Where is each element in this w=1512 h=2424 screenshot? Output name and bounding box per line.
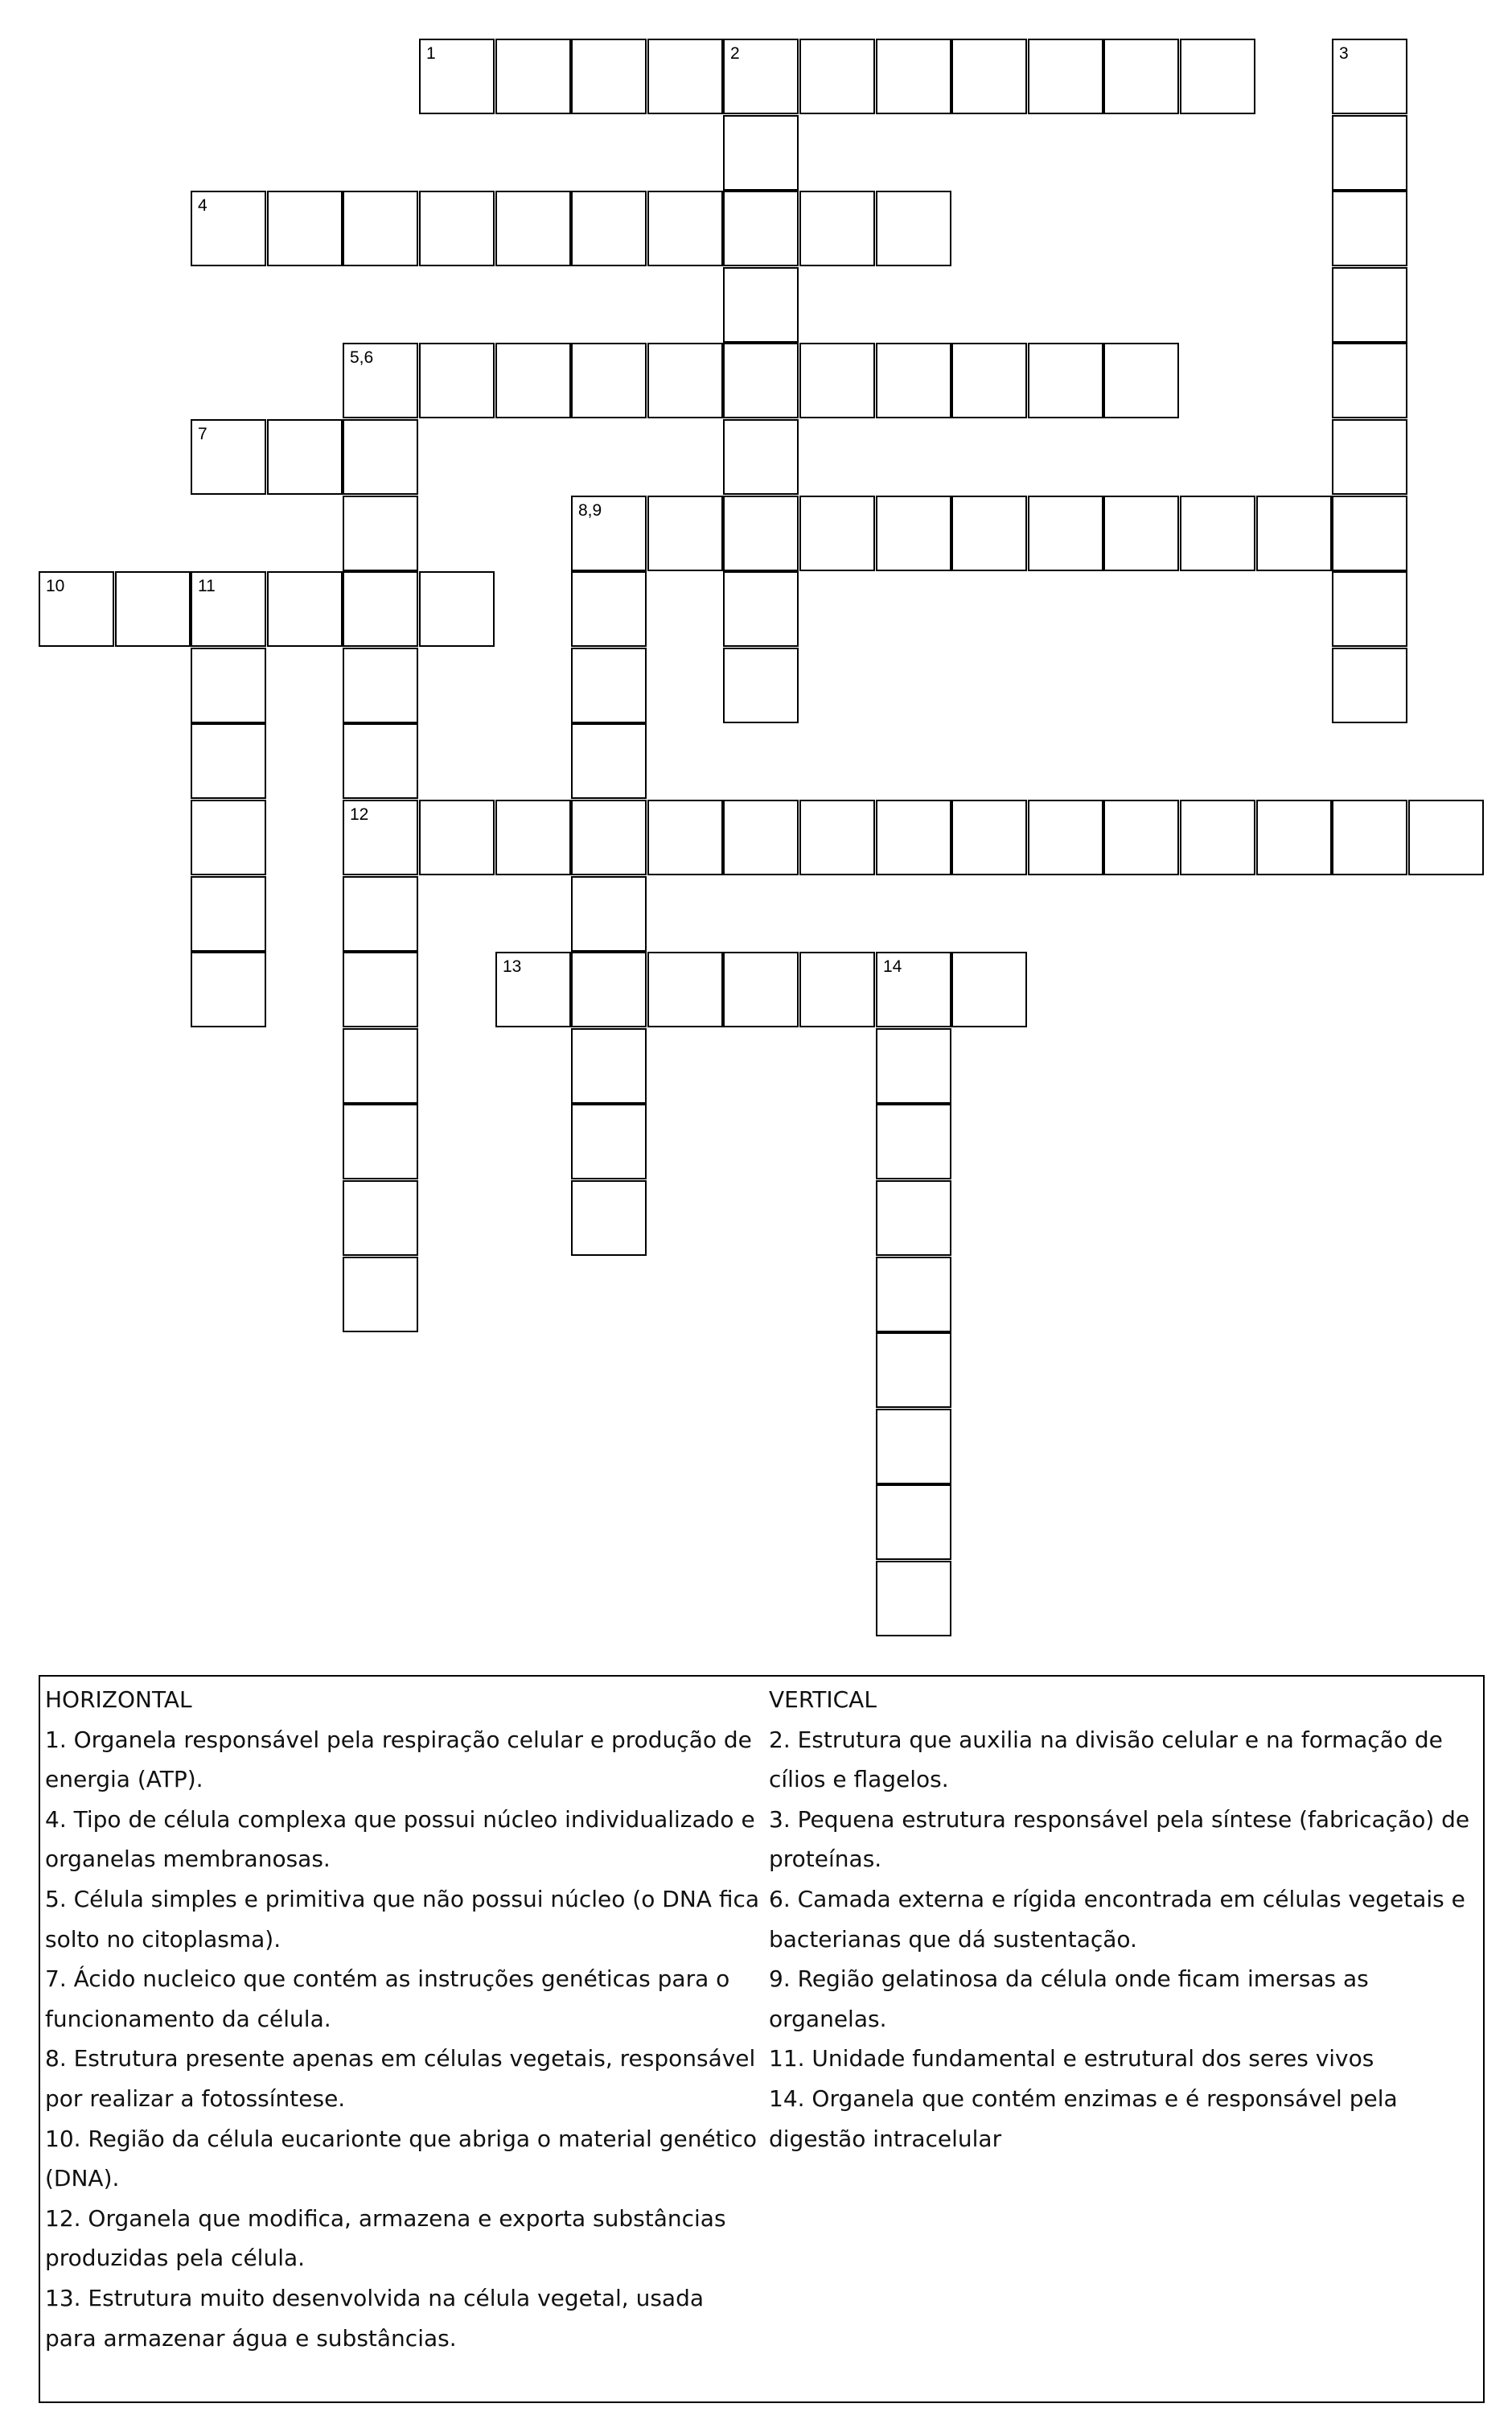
clue-number-label: 11 — [198, 577, 216, 595]
grid-cell[interactable] — [876, 1332, 951, 1408]
clue-number-label: 7 — [198, 425, 207, 443]
grid-cell[interactable] — [571, 496, 647, 571]
grid-cell[interactable] — [1028, 343, 1103, 418]
grid-cell[interactable] — [799, 800, 875, 875]
grid-cell[interactable] — [267, 419, 343, 495]
grid-cell[interactable] — [876, 800, 951, 875]
grid-cell[interactable] — [876, 952, 951, 1027]
vertical-heading: VERTICAL — [769, 1686, 877, 1713]
grid-cell[interactable] — [1028, 800, 1103, 875]
grid-cell[interactable] — [647, 952, 723, 1027]
grid-cell[interactable] — [876, 1104, 951, 1179]
grid-cell[interactable] — [876, 1180, 951, 1256]
clue-8-horizontal: 8. Estrutura presente apenas em células vegetais, responsável por realizar a fotossíntese. — [45, 2045, 756, 2112]
grid-cell[interactable] — [799, 343, 875, 418]
grid-cell[interactable] — [1332, 191, 1407, 266]
grid-cell[interactable] — [571, 191, 647, 266]
clue-11-vertical: 11. Unidade fundamental e estrutural dos seres vivos — [769, 2045, 1374, 2072]
grid-cell[interactable] — [723, 648, 799, 723]
grid-cell[interactable] — [571, 723, 647, 799]
grid-cell[interactable] — [419, 800, 495, 875]
grid-cell[interactable] — [571, 1028, 647, 1104]
grid-cell[interactable] — [343, 1028, 418, 1104]
grid-cell[interactable] — [951, 952, 1027, 1027]
grid-cell[interactable] — [115, 571, 191, 647]
clue-14-vertical: 14. Organela que contém enzimas e é responsável pela digestão intracelular — [769, 2084, 1398, 2152]
grid-cell[interactable] — [571, 343, 647, 418]
grid-cell[interactable] — [1256, 800, 1332, 875]
grid-cell[interactable] — [495, 343, 571, 418]
grid-cell[interactable] — [571, 39, 647, 114]
grid-cell[interactable] — [267, 191, 343, 266]
grid-cell[interactable] — [1256, 496, 1332, 571]
grid-cell[interactable] — [1332, 648, 1407, 723]
clue-number-label: 10 — [46, 577, 65, 595]
grid-cell[interactable] — [1332, 343, 1407, 418]
grid-cell[interactable] — [876, 496, 951, 571]
grid-cell[interactable] — [647, 39, 723, 114]
grid-cell[interactable] — [876, 1561, 951, 1636]
clue-9-vertical: 9. Região gelatinosa da célula onde ficam imersas as organelas. — [769, 1965, 1369, 2032]
clue-5-horizontal: 5. Célula simples e primitiva que não possui núcleo (o DNA fica solto no citoplasma). — [45, 1885, 760, 1953]
grid-cell[interactable] — [1332, 39, 1407, 114]
grid-cell[interactable] — [1103, 800, 1179, 875]
grid-cell[interactable] — [723, 343, 799, 418]
grid-cell[interactable] — [343, 343, 418, 418]
grid-cell[interactable] — [1332, 267, 1407, 343]
clue-number-label: 5,6 — [350, 348, 374, 367]
clue-number-label: 4 — [198, 196, 207, 215]
grid-cell[interactable] — [495, 800, 571, 875]
grid-cell[interactable] — [723, 191, 799, 266]
grid-cell[interactable] — [876, 39, 951, 114]
grid-cell[interactable] — [723, 115, 799, 191]
grid-cell[interactable] — [951, 39, 1027, 114]
grid-cell[interactable] — [343, 496, 418, 571]
grid-cell[interactable] — [343, 1180, 418, 1256]
clue-1-horizontal: 1. Organela responsável pela respiração celular e produção de energia (ATP). — [45, 1726, 752, 1793]
grid-cell[interactable] — [1028, 39, 1103, 114]
clue-number-label: 14 — [883, 957, 902, 976]
grid-cell[interactable] — [1408, 800, 1484, 875]
grid-cell[interactable] — [343, 1257, 418, 1332]
grid-cell[interactable] — [951, 343, 1027, 418]
grid-cell[interactable] — [1180, 800, 1255, 875]
grid-cell[interactable] — [876, 1257, 951, 1332]
grid-cell[interactable] — [876, 1028, 951, 1104]
grid-cell[interactable] — [419, 571, 495, 647]
grid-cell[interactable] — [571, 952, 647, 1027]
clue-10-horizontal: 10. Região da célula eucarionte que abriga o material genético (DNA). — [45, 2125, 757, 2192]
grid-cell[interactable] — [723, 496, 799, 571]
grid-cell[interactable] — [799, 496, 875, 571]
grid-cell[interactable] — [191, 419, 266, 495]
grid-cell[interactable] — [1180, 39, 1255, 114]
clue-12-horizontal: 12. Organela que modifica, armazena e exporta substâncias produzidas pela célula. — [45, 2204, 726, 2272]
grid-cell[interactable] — [343, 800, 418, 875]
grid-cell[interactable] — [723, 39, 799, 114]
grid-cell[interactable] — [343, 191, 418, 266]
grid-cell[interactable] — [951, 496, 1027, 571]
grid-cell[interactable] — [571, 1180, 647, 1256]
grid-cell[interactable] — [343, 876, 418, 952]
grid-cell[interactable] — [191, 648, 266, 723]
grid-cell[interactable] — [647, 343, 723, 418]
horizontal-clues — [45, 1680, 761, 2358]
grid-cell[interactable] — [571, 648, 647, 723]
grid-cell[interactable] — [876, 1484, 951, 1560]
grid-cell[interactable] — [723, 571, 799, 647]
clue-3-vertical: 3. Pequena estrutura responsável pela síntese (fabricação) de proteínas. — [769, 1805, 1470, 1873]
grid-cell[interactable] — [495, 39, 571, 114]
grid-cell[interactable] — [343, 648, 418, 723]
grid-cell[interactable] — [495, 952, 571, 1027]
grid-cell[interactable] — [343, 419, 418, 495]
grid-cell[interactable] — [799, 191, 875, 266]
clue-4-horizontal: 4. Tipo de célula complexa que possui núcleo individualizado e organelas membranosas. — [45, 1805, 755, 1873]
clue-7-horizontal: 7. Ácido nucleico que contém as instruções genéticas para o funcionamento da célula. — [45, 1965, 730, 2032]
grid-cell[interactable] — [191, 571, 266, 647]
grid-cell[interactable] — [267, 571, 343, 647]
grid-cell[interactable] — [799, 39, 875, 114]
grid-cell[interactable] — [191, 876, 266, 952]
grid-cell[interactable] — [723, 952, 799, 1027]
grid-cell[interactable] — [495, 191, 571, 266]
grid-cell[interactable] — [876, 1409, 951, 1484]
clue-6-vertical: 6. Camada externa e rígida encontrada em células vegetais e bacterianas que dá sustentação. — [769, 1885, 1465, 1953]
clue-number-label: 12 — [350, 805, 369, 824]
grid-cell[interactable] — [647, 191, 723, 266]
grid-cell[interactable] — [1332, 115, 1407, 191]
clue-2-vertical: 2. Estrutura que auxilia na divisão celular e na formação de cílios e flagelos. — [769, 1726, 1443, 1793]
horizontal-heading: HORIZONTAL — [45, 1686, 192, 1713]
clue-number-label: 8,9 — [578, 501, 602, 520]
grid-cell[interactable] — [799, 952, 875, 1027]
grid-cell[interactable] — [1180, 496, 1255, 571]
clue-13-horizontal: 13. Estrutura muito desenvolvida na célula vegetal, usada para armazenar água e substâncias. — [45, 2284, 704, 2352]
grid-cell[interactable] — [191, 723, 266, 799]
clue-number-label: 1 — [426, 44, 436, 63]
grid-cell[interactable] — [191, 191, 266, 266]
grid-cell[interactable] — [571, 571, 647, 647]
vertical-clues — [769, 1680, 1481, 2159]
grid-cell[interactable] — [419, 343, 495, 418]
grid-cell[interactable] — [39, 571, 114, 647]
clues-box — [39, 1675, 1485, 2403]
grid-cell[interactable] — [191, 800, 266, 875]
clue-number-label: 3 — [1339, 44, 1349, 63]
grid-cell[interactable] — [1332, 571, 1407, 647]
grid-cell[interactable] — [419, 191, 495, 266]
grid-cell[interactable] — [647, 800, 723, 875]
grid-cell[interactable] — [951, 800, 1027, 875]
grid-cell[interactable] — [723, 267, 799, 343]
grid-cell[interactable] — [647, 496, 723, 571]
grid-cell[interactable] — [343, 952, 418, 1027]
grid-cell[interactable] — [571, 800, 647, 875]
grid-cell[interactable] — [1103, 343, 1179, 418]
grid-cell[interactable] — [1332, 800, 1407, 875]
grid-cell[interactable] — [343, 723, 418, 799]
grid-cell[interactable] — [1103, 39, 1179, 114]
grid-cell[interactable] — [191, 952, 266, 1027]
grid-cell[interactable] — [1332, 496, 1407, 571]
grid-cell[interactable] — [723, 419, 799, 495]
grid-cell[interactable] — [1028, 496, 1103, 571]
grid-cell[interactable] — [723, 800, 799, 875]
grid-cell[interactable] — [343, 571, 418, 647]
grid-cell[interactable] — [571, 876, 647, 952]
grid-cell[interactable] — [343, 1104, 418, 1179]
clue-number-label: 13 — [503, 957, 522, 976]
grid-cell[interactable] — [876, 191, 951, 266]
grid-cell[interactable] — [571, 1104, 647, 1179]
grid-cell[interactable] — [419, 39, 495, 114]
grid-cell[interactable] — [876, 343, 951, 418]
grid-cell[interactable] — [1103, 496, 1179, 571]
grid-cell[interactable] — [1332, 419, 1407, 495]
clue-number-label: 2 — [730, 44, 740, 63]
